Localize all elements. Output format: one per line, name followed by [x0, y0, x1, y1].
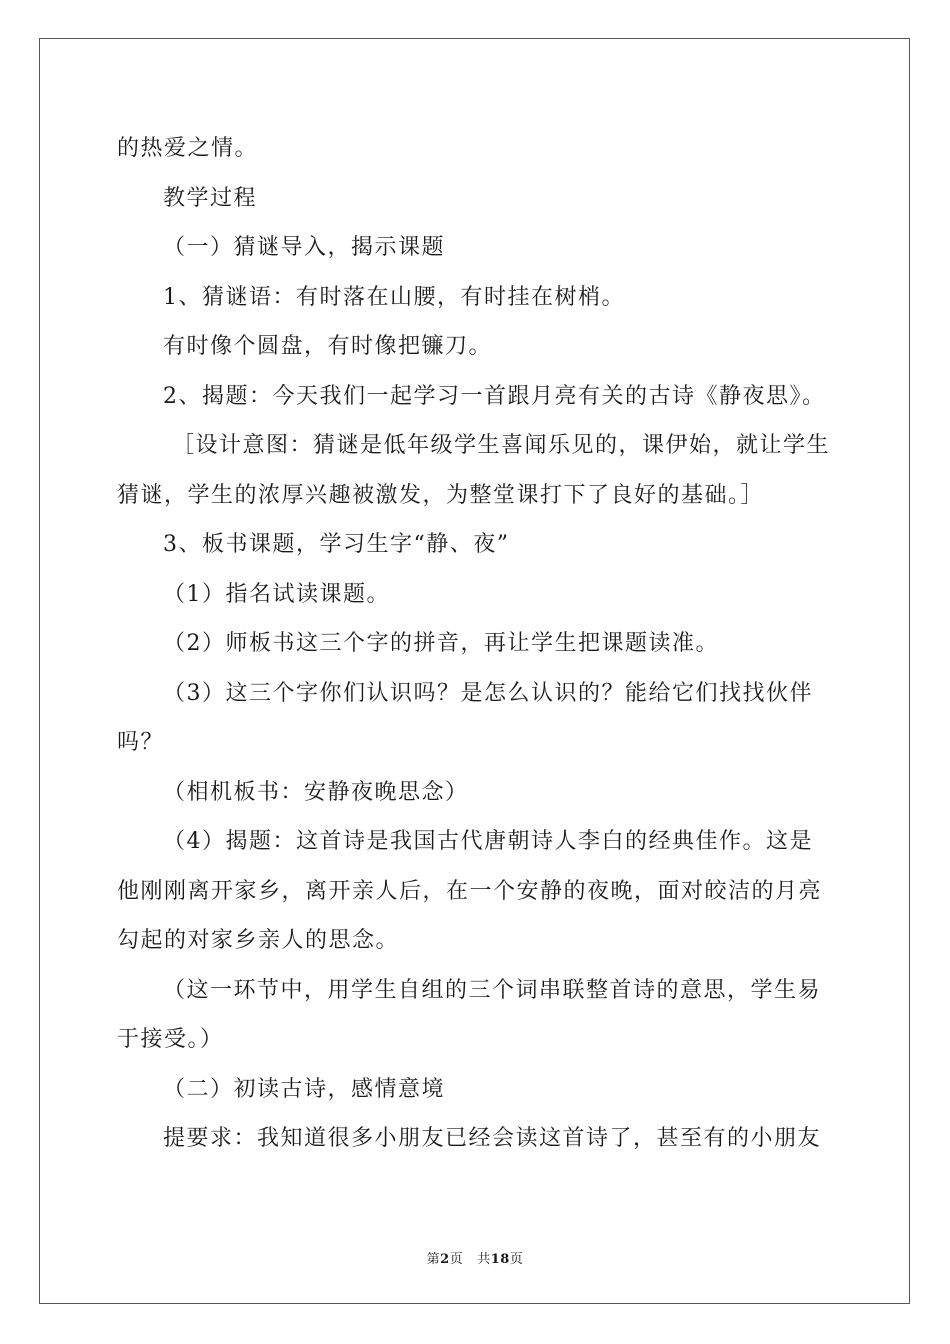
text-line-step-4-cont-2: 勾起的对家乡亲人的思念。: [117, 928, 400, 953]
text-line-requirements: 提要求：我知道很多小朋友已经会读这首诗了，甚至有的小朋友: [163, 1126, 822, 1151]
footer-total-suffix: 页: [509, 1252, 524, 1267]
text-line-reveal-title: 2、揭题：今天我们一起学习一首跟月亮有关的古诗《静夜思》。: [163, 383, 826, 409]
text-line-step-3-cont: 吗？: [117, 730, 165, 755]
text-line-riddle-2: 有时像个圆盘，有时像把镰刀。: [163, 334, 493, 359]
text-line-step-4-cont-1: 他刚刚离开家乡，离开亲人后，在一个安静的夜晚，面对皎洁的月亮: [117, 878, 823, 904]
page-footer: [0, 1248, 950, 1267]
text-line-design-intent-2: 猜谜，学生的浓厚兴趣被激发，为整堂课打下了良好的基础。］: [117, 482, 765, 508]
subsection-heading-1: （一）猜谜导入，揭示课题: [163, 235, 446, 260]
text-line-step-3: （3）这三个字你们认识吗？是怎么认识的？能给它们找找伙伴: [163, 680, 813, 706]
footer-page-suffix: 页: [449, 1252, 464, 1267]
text-line-1: 的热爱之情。: [117, 136, 259, 161]
text-line-blackboard-words: （相机板书：安静夜晚思念）: [163, 779, 469, 805]
text-line-step-1: （1）指名试读课题。: [163, 581, 390, 607]
text-line-step-4: （4）揭题：这首诗是我国古代唐朝诗人李白的经典佳作。这是: [163, 829, 813, 854]
footer-page-current: 2: [440, 1252, 450, 1267]
footer-total-prefix: 共: [477, 1252, 491, 1267]
text-line-riddle: 1、猜谜语：有时落在山腰，有时挂在树梢。: [163, 284, 625, 310]
text-line-blackboard-title: 3、板书课题，学习生字“静、夜”: [163, 532, 510, 557]
text-line-design-intent-1: ［设计意图：猜谜是低年级学生喜闻乐见的，课伊始，就让学生: [172, 433, 831, 458]
footer-page-prefix: 第: [426, 1252, 441, 1267]
text-line-note-cont: 于接受。）: [117, 1027, 224, 1052]
subsection-heading-2: （二）初读古诗，感情意境: [163, 1076, 446, 1102]
text-line-note: （这一环节中，用学生自组的三个词串联整首诗的意思，学生易: [163, 977, 822, 1003]
footer-page-total: 18: [490, 1252, 510, 1267]
section-heading-teaching-process: 教学过程: [163, 185, 258, 211]
document-body: [117, 124, 835, 1164]
text-line-step-2: （2）师板书这三个字的拼音，再让学生把课题读准。: [163, 631, 719, 656]
